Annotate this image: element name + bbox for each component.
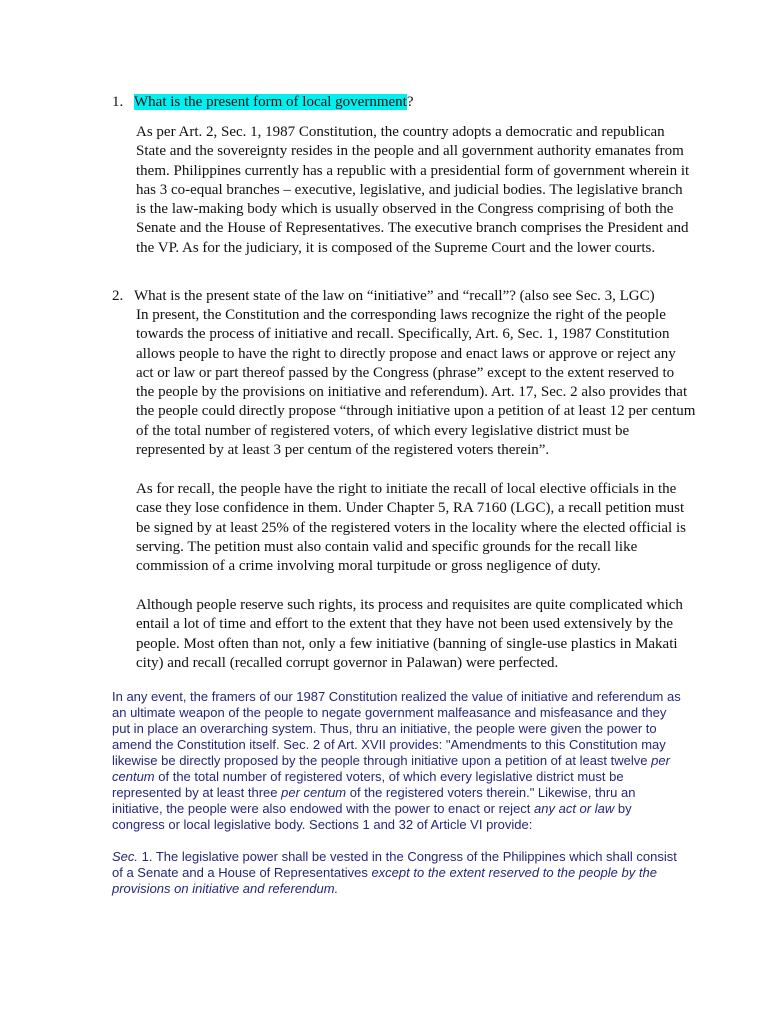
- answer-2-paragraph-2: As for recall, the people have the right to initiate the recall of local elective officials in the case they lose confidence in them. Under Chapter 5, RA 7160 (LGC), a recall petition must be signed by at least 25% of the registered voters in the locality where the elected official is serving. The petition must also contain valid and specific grounds for the recall like commission of a crime involving moral turpitude or gross negligence of duty.: [136, 481, 686, 575]
- question-2: [112, 287, 655, 306]
- excerpt-italic: per centum: [112, 753, 670, 784]
- answer-2-paragraph-1: In present, the Constitution and the corresponding laws recognize the right of the people towards the process of initiative and recall. Specifically, Art. 6, Sec. 1, 1987 Constitution allows people to have the right to directly propose and enact laws or approve or reject any act or law or part thereof passed by the Congress (phrase” except to the extent reserved to the people by the provisions on initiative and referendum). Art. 17, Sec. 2 also provides that the people could directly propose “through initiative upon a petition of at least 12 per centum of the total number of registered voters, of which every legislative district must be represented by at least 3 per centum of the registered voters therein”.: [136, 307, 696, 459]
- excerpt-italic: per centum: [281, 785, 347, 800]
- excerpt-text: In any event, the framers of our 1987 Constitution realized the value of initiative and referendum as an ultimate weapon of the people to negate government malfeasance and misfeasance and they put in place an overarching system. Thus, thru an initiative, the people were given the power to amend the Constitution itself. Sec. 2 of Art. XVII provides: "Amendments to this Constitution may likewise be directly proposed by the people through initiative upon a petition of at least twelve: [112, 689, 681, 768]
- excerpt-text: of the registered voters therein." Likewise, thru an initiative, the people were also endowed with the power to enact or reject: [112, 785, 636, 816]
- excerpt-text: by congress or local legislative body. Sections 1 and 32 of Article VI provide:: [112, 801, 632, 832]
- question-2-text: What is the present state of the law on “initiative” and “recall”? (also see Sec. 3, LGC): [134, 288, 655, 304]
- question-1-end: ?: [406, 94, 414, 110]
- answer-1: As per Art. 2, Sec. 1, 1987 Constitution, the country adopts a democratic and republican State and the sovereignty resides in the people and all government authority emanates from them. Philippines currently has a republic with a presidential form of government wherein it has 3 co-equal branches – executive, legislative, and judicial bodies. The legislative branch is the law-making body which is usually observed in the Congress comprising of both the Senate and the House of Representatives. The executive branch comprises the President and the VP. As for the judiciary, it is composed of the Supreme Court and the lower courts.: [136, 124, 690, 256]
- question-1-number: 1.: [112, 94, 124, 110]
- question-1-highlight: What is the present form of local government: [134, 94, 407, 110]
- excerpt-text: of the total number of registered voters, of which every legislative district must be represented by at least three: [112, 769, 624, 800]
- question-2-number: 2.: [112, 288, 124, 304]
- excerpt-italic: any act or law: [534, 801, 615, 816]
- excerpt-paragraph-2: [112, 849, 682, 897]
- question-1: [112, 93, 414, 112]
- excerpt-italic: Sec.: [112, 849, 139, 864]
- excerpt-text: 1. The legislative power shall be vested in the Congress of the Philippines which shall consist of a Senate and a House of Representatives: [112, 849, 677, 880]
- answer-2-paragraph-3: Although people reserve such rights, its process and requisites are quite complicated which entail a lot of time and effort to the extent that they have not been used extensively by the people. Most often than not, only a few initiative (banning of single-use plastics in Makati city) and recall (recalled corrupt governor in Palawan) were perfected.: [136, 597, 683, 671]
- excerpt-italic: except to the extent reserved to the people by the provisions on initiative and referendum.: [112, 865, 657, 896]
- excerpt-paragraph-1: [112, 689, 682, 833]
